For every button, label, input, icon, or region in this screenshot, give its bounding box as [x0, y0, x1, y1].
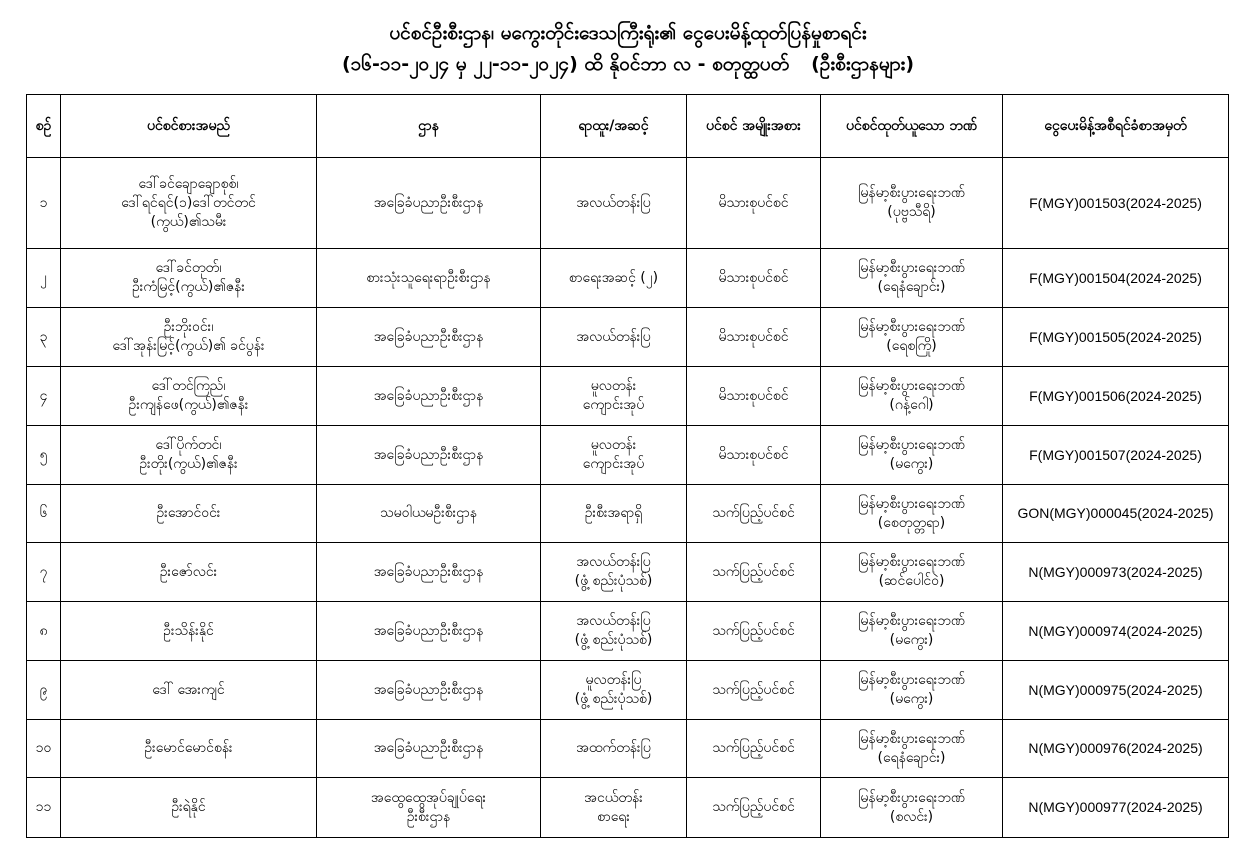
- cell-pensioner-name: [61, 249, 317, 308]
- cell-serial: ၈: [27, 602, 61, 661]
- cell-bank: [821, 720, 1003, 778]
- title-line-1: ပင်စင်ဦးစီးဌာန၊ မကွေးတိုင်းဒေသကြီးရုံး၏ ငွေပေးမိန့်ထုတ်ပြန်မှုစာရင်း: [389, 22, 867, 44]
- cell-serial: ၄: [27, 367, 61, 426]
- table-row: [27, 249, 1229, 308]
- cell-report-number: N(MGY)000976(2024-2025): [1003, 720, 1229, 778]
- name-line: ဦးသိန်းနိုင်: [163, 622, 214, 639]
- rank-line: ဦးစီးအရာရှိ: [584, 505, 643, 521]
- cell-bank: [821, 426, 1003, 485]
- header-report-number: ငွေပေးမိန့်အစီရင်ခံစာအမှတ်: [1003, 95, 1229, 158]
- bank-line: မြန်မာ့စီးပွားရေးဘဏ်: [858, 185, 965, 201]
- cell-rank: [541, 485, 687, 543]
- name-line: ဦးဇော်လင်း: [159, 563, 218, 580]
- cell-pensioner-name: [61, 720, 317, 778]
- table-row: [27, 543, 1229, 602]
- rank-line: အထက်တန်းပြ: [576, 740, 651, 756]
- cell-pension-type: သက်ပြည့်ပင်စင်: [687, 485, 821, 543]
- cell-department: [317, 720, 541, 778]
- cell-bank: [821, 543, 1003, 602]
- cell-pensioner-name: [61, 543, 317, 602]
- dept-line: သမဝါယမဦးစီးဌာန: [380, 505, 477, 521]
- cell-rank: [541, 602, 687, 661]
- cell-department: [317, 308, 541, 367]
- cell-pensioner-name: [61, 661, 317, 720]
- cell-report-number: N(MGY)000973(2024-2025): [1003, 543, 1229, 602]
- bank-line: မြန်မာ့စီးပွားရေးဘဏ်: [858, 319, 965, 335]
- header-rank: ရာထူး/အဆင့်: [541, 95, 687, 158]
- table-row: [27, 661, 1229, 720]
- cell-pension-type: သက်ပြည့်ပင်စင်: [687, 778, 821, 838]
- cell-rank: [541, 720, 687, 778]
- cell-pensioner-name: [61, 602, 317, 661]
- cell-pension-type: သက်ပြည့်ပင်စင်: [687, 543, 821, 602]
- cell-bank: [821, 249, 1003, 308]
- bank-line: (ဆင်ပေါင်ဝဲ): [878, 573, 945, 589]
- rank-line: အလယ်တန်းပြ: [576, 554, 651, 570]
- name-line: ဒေါ်တင်ကြည်၊: [151, 378, 226, 394]
- dept-line: အခြေခံပညာဦးစီးဌာန: [373, 740, 484, 756]
- cell-serial: ၁၀: [27, 720, 61, 778]
- rank-line: မူလတန်း: [590, 378, 637, 394]
- name-line: ဒေါ်ခင်တုတ်၊: [155, 260, 222, 276]
- header-pension-type: ပင်စင် အမျိုးအစား: [687, 95, 821, 158]
- table-row: [27, 367, 1229, 426]
- bank-line: (ပုဗ္ဗသီရိ): [887, 204, 936, 220]
- cell-pension-type: သက်ပြည့်ပင်စင်: [687, 720, 821, 778]
- cell-serial: ၅: [27, 426, 61, 485]
- cell-department: [317, 485, 541, 543]
- cell-department: [317, 158, 541, 249]
- dept-line: အခြေခံပညာဦးစီးဌာန: [373, 681, 484, 698]
- name-line: ဦးကျန်ဖေ(ကွယ်)၏ဇနီး: [128, 397, 249, 413]
- bank-line: (ရေနံချောင်း): [877, 279, 946, 295]
- cell-report-number: N(MGY)000977(2024-2025): [1003, 778, 1229, 838]
- table-row: [27, 720, 1229, 778]
- dept-line: စားသုံးသူရေးရာဦးစီးဌာန: [366, 269, 491, 286]
- cell-bank: [821, 367, 1003, 426]
- header-bank: ပင်စင်ထုတ်ယူသော ဘဏ်: [821, 95, 1003, 158]
- pension-table: [26, 94, 1229, 838]
- name-line: ဦးရဲနိုင်: [171, 799, 206, 815]
- cell-department: [317, 249, 541, 308]
- rank-line: စာရေး: [597, 808, 630, 825]
- bank-line: မြန်မာ့စီးပွားရေးဘဏ်: [858, 437, 965, 453]
- rank-line: အလယ်တန်းပြ: [576, 328, 651, 345]
- table-row: [27, 485, 1229, 543]
- cell-pensioner-name: [61, 308, 317, 367]
- cell-rank: [541, 426, 687, 485]
- dept-line: အခြေခံပညာဦးစီးဌာန: [373, 387, 484, 404]
- table-row: [27, 602, 1229, 661]
- bank-line: (စလင်း): [889, 808, 934, 825]
- cell-rank: [541, 661, 687, 720]
- bank-line: မြန်မာ့စီးပွားရေးဘဏ်: [858, 789, 965, 806]
- cell-report-number: N(MGY)000975(2024-2025): [1003, 661, 1229, 720]
- cell-serial: ၆: [27, 485, 61, 543]
- dept-line: အခြေခံပညာဦးစီးဌာန: [373, 328, 484, 345]
- bank-line: မြန်မာ့စီးပွားရေးဘဏ်: [858, 672, 965, 688]
- table-row: [27, 426, 1229, 485]
- cell-pensioner-name: [61, 426, 317, 485]
- cell-report-number: F(MGY)001504(2024-2025): [1003, 249, 1229, 308]
- cell-report-number: F(MGY)001505(2024-2025): [1003, 308, 1229, 367]
- name-line: ဒေါ်အုန်းမြင့်(ကွယ်)၏ ခင်ပွန်း: [112, 338, 265, 354]
- rank-line: (ဖွံ့ စည်းပုံသစ်): [574, 632, 653, 648]
- name-line: ဒေါ်ရင်ရင်(၁)ဒေါ်တင်တင်: [121, 194, 256, 211]
- rank-line: မူလတန်း: [590, 437, 637, 453]
- cell-serial: ၁: [27, 158, 61, 249]
- cell-pension-type: မိသားစုပင်စင်: [687, 367, 821, 426]
- cell-rank: [541, 308, 687, 367]
- table-row: [27, 158, 1229, 249]
- cell-serial: ၁၁: [27, 778, 61, 838]
- cell-rank: [541, 543, 687, 602]
- bank-line: မြန်မာ့စီးပွားရေးဘဏ်: [858, 495, 965, 512]
- cell-report-number: F(MGY)001503(2024-2025): [1003, 158, 1229, 249]
- document-title: [0, 18, 1256, 80]
- cell-department: [317, 661, 541, 720]
- name-line: ဦးတိုး(ကွယ်)၏ဇနီး: [139, 456, 238, 472]
- cell-bank: [821, 158, 1003, 249]
- table-body: [27, 158, 1229, 838]
- rank-line: ကျောင်းအုပ်: [582, 397, 645, 413]
- rank-line: အလယ်တန်းပြ: [576, 613, 651, 629]
- cell-serial: ၂: [27, 249, 61, 308]
- rank-line: ကျောင်းအုပ်: [582, 456, 645, 472]
- bank-line: (မကွေး): [889, 456, 934, 472]
- bank-line: မြန်မာ့စီးပွားရေးဘဏ်: [858, 613, 965, 629]
- rank-line: စာရေးအဆင့် (၂): [568, 269, 659, 286]
- cell-pensioner-name: [61, 778, 317, 838]
- dept-line: ဦးစီးဌာန: [406, 808, 451, 825]
- table-row: [27, 308, 1229, 367]
- cell-serial: ၃: [27, 308, 61, 367]
- cell-report-number: F(MGY)001507(2024-2025): [1003, 426, 1229, 485]
- header-pensioner-name: ပင်စင်စားအမည်: [61, 95, 317, 158]
- cell-department: [317, 543, 541, 602]
- title-departments: (ဦးစီးဌာနများ): [811, 53, 915, 75]
- bank-line: မြန်မာ့စီးပွားရေးဘဏ်: [858, 260, 965, 276]
- cell-bank: [821, 308, 1003, 367]
- cell-bank: [821, 778, 1003, 838]
- dept-line: အထွေထွေအုပ်ချုပ်ရေး: [370, 789, 487, 806]
- header-serial: စဉ်: [27, 95, 61, 158]
- rank-line: (ဖွံ့ စည်းပုံသစ်): [574, 573, 653, 589]
- dept-line: အခြေခံပညာဦးစီးဌာန: [373, 622, 484, 639]
- rank-line: မူလတန်းပြ: [585, 672, 642, 688]
- header-row: [27, 95, 1229, 158]
- name-line: (ကွယ်)၏သမီး: [150, 213, 227, 230]
- bank-line: (စေတုတ္တရာ): [877, 514, 946, 531]
- cell-report-number: N(MGY)000974(2024-2025): [1003, 602, 1229, 661]
- cell-bank: [821, 485, 1003, 543]
- cell-pensioner-name: [61, 367, 317, 426]
- cell-bank: [821, 602, 1003, 661]
- cell-pension-type: မိသားစုပင်စင်: [687, 308, 821, 367]
- cell-pension-type: သက်ပြည့်ပင်စင်: [687, 602, 821, 661]
- cell-bank: [821, 661, 1003, 720]
- cell-rank: [541, 778, 687, 838]
- bank-line: မြန်မာ့စီးပွားရေးဘဏ်: [858, 730, 965, 747]
- bank-line: (ရေစကြို): [886, 338, 937, 354]
- bank-line: (ရေနံချောင်း): [877, 749, 946, 766]
- cell-serial: ၉: [27, 661, 61, 720]
- cell-pension-type: မိသားစုပင်စင်: [687, 158, 821, 249]
- cell-pensioner-name: [61, 485, 317, 543]
- cell-rank: [541, 158, 687, 249]
- cell-report-number: GON(MGY)000045(2024-2025): [1003, 485, 1229, 543]
- cell-pension-type: မိသားစုပင်စင်: [687, 426, 821, 485]
- cell-department: [317, 778, 541, 838]
- rank-line: အငယ်တန်း: [584, 789, 643, 806]
- rank-line: (ဖွံ့ စည်းပုံသစ်): [574, 691, 653, 707]
- cell-department: [317, 426, 541, 485]
- name-line: ဒေါ်ခင်ချောချောစုစ်၊: [138, 175, 239, 192]
- table-row: [27, 778, 1229, 838]
- title-period: (၁၆-၁၁-၂၀၂၄ မှ ၂၂-၁၁-၂၀၂၄) ထိ နိုဝင်ဘာ လ - စတုတ္ထပတ်: [341, 53, 790, 75]
- name-line: ဦးအောင်ဝင်း: [156, 505, 221, 521]
- bank-line: (မကွေး): [889, 691, 934, 707]
- cell-rank: [541, 367, 687, 426]
- cell-pension-type: မိသားစုပင်စင်: [687, 249, 821, 308]
- cell-report-number: F(MGY)001506(2024-2025): [1003, 367, 1229, 426]
- header-department: ဌာန: [317, 95, 541, 158]
- name-line: ဦးဘိုးဝင်း၊: [163, 319, 214, 335]
- cell-department: [317, 602, 541, 661]
- name-line: ဒေါ် အေးကျင်: [152, 681, 225, 698]
- dept-line: အခြေခံပညာဦးစီးဌာန: [373, 194, 484, 211]
- name-line: ဦးမောင်မောင်စန်း: [144, 740, 233, 756]
- cell-pension-type: သက်ပြည့်ပင်စင်: [687, 661, 821, 720]
- name-line: ဒေါ်ပိုက်တင်၊: [155, 437, 222, 453]
- bank-line: မြန်မာ့စီးပွားရေးဘဏ်: [858, 554, 965, 570]
- cell-department: [317, 367, 541, 426]
- cell-rank: [541, 249, 687, 308]
- title-line-2: [0, 49, 1256, 80]
- name-line: ဦးကံမြင့်(ကွယ်)၏ဇနီး: [132, 279, 245, 295]
- bank-line: (မကွေး): [889, 632, 934, 648]
- dept-line: အခြေခံပညာဦးစီးဌာန: [373, 446, 484, 463]
- dept-line: အခြေခံပညာဦးစီးဌာန: [373, 563, 484, 580]
- cell-serial: ၇: [27, 543, 61, 602]
- cell-pensioner-name: [61, 158, 317, 249]
- bank-line: (ဂန့်ဂေါ): [889, 397, 934, 413]
- rank-line: အလယ်တန်းပြ: [576, 194, 651, 211]
- bank-line: မြန်မာ့စီးပွားရေးဘဏ်: [858, 378, 965, 394]
